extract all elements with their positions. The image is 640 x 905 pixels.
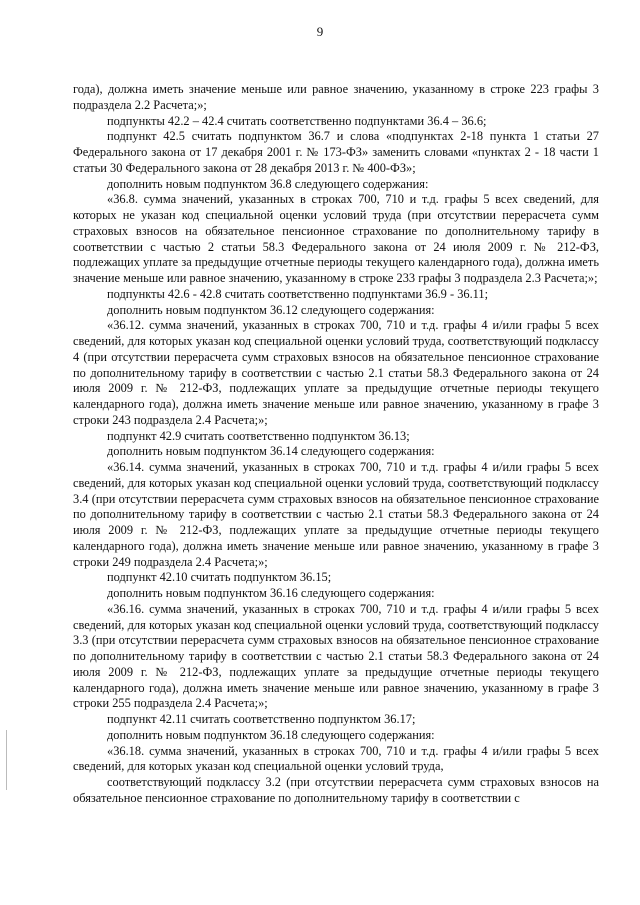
paragraph: «36.12. сумма значений, указанных в строках 700, 710 и т.д. графы 4 и/или графы 5 всех сведений, для которых указан код специальной оценки условий труда, соответствующий подклассу 4 (при отсутствии перерасчета сумм страховых взносов на обязательное пенсионное страхование по дополнительному тарифу в соответствии с частью 2.1 статьи 58.3 Федерального закона от 24 июля 2009 г. № 212-ФЗ, подлежащих уплате за предыдущие отчетные периоды текущего календарного года), должна иметь значение меньше или равное значению, указанному в графе 3 строки 243 подраздела 2.4 Расчета;»; <box>73 318 599 427</box>
paragraph: года), должна иметь значение меньше или равное значению, указанному в строке 223 графы 3 подраздела 2.2 Расчета;»; <box>73 82 599 112</box>
paragraph: подпункт 42.11 считать соответственно подпунктом 36.17; <box>107 712 416 726</box>
paragraph: «36.14. сумма значений, указанных в строках 700, 710 и т.д. графы 4 и/или графы 5 всех сведений, для которых указан код специальной оценки условий труда, соответствующий подклассу 3.4 (при отсутствии перерасчета сумм страховых взносов на обязательное пенсионное страхование по дополнительному тарифу в соответствии с частью 2.1 статьи 58.3 Федерального закона от 24 июля 2009 г. № 212-ФЗ, подлежащих уплате за предыдущие отчетные периоды текущего календарного года), должна иметь значение меньше или равное значению, указанному в графе 3 строки 249 подраздела 2.4 Расчета;»; <box>73 460 599 569</box>
paragraph: подпункт 42.5 считать подпунктом 36.7 и слова «подпунктах 2-18 пункта 1 статьи 27 Федерального закона от 17 декабря 2001 г. № 173-ФЗ» заменить словами «пунктах 2 - 18 части 1 статьи 30 Федерального закона от 28 декабря 2013 г. № 400-ФЗ»; <box>73 129 599 175</box>
document-body <box>73 82 599 807</box>
margin-scan-mark <box>6 730 7 790</box>
paragraph: подпункты 42.2 – 42.4 считать соответственно подпунктами 36.4 – 36.6; <box>107 113 487 128</box>
paragraph: подпункт 42.10 считать подпунктом 36.15; <box>107 570 332 585</box>
page-number: 9 <box>316 24 324 39</box>
paragraph: дополнить новым подпунктом 36.16 следующего содержания: <box>107 586 435 600</box>
paragraph: дополнить новым подпунктом 36.14 следующего содержания: <box>107 444 435 459</box>
paragraph: соответствующий подклассу 3.2 (при отсутствии перерасчета сумм страховых взносов на обязательное пенсионное страхование по дополнительному тарифу в соответствии с <box>73 775 599 805</box>
paragraph: дополнить новым подпунктом 36.18 следующего содержания: <box>107 727 435 742</box>
paragraph: «36.18. сумма значений, указанных в строках 700, 710 и т.д. графы 4 и/или графы 5 всех сведений, для которых указан код специальной оценки условий труда, <box>73 743 599 774</box>
paragraph: подпункты 42.6 - 42.8 считать соответственно подпунктами 36.9 - 36.11; <box>107 286 489 301</box>
paragraph: дополнить новым подпунктом 36.8 следующего содержания: <box>107 176 429 191</box>
paragraph: подпункт 42.9 считать соответственно подпунктом 36.13; <box>107 428 410 443</box>
paragraph: «36.16. сумма значений, указанных в строках 700, 710 и т.д. графы 4 и/или графы 5 всех сведений, для которых указан код специальной оценки условий труда, соответствующий подклассу 3.3 (при отсутствии перерасчета сумм страховых взносов на обязательное пенсионное страхование по дополнительному тарифу в соответствии с частью 2.1 статьи 58.3 Федерального закона от 24 июля 2009 г. № 212-ФЗ, подлежащих уплате за предыдущие отчетные периоды текущего календарного года), должна иметь значение меньше или равное значению, указанному в графе 3 строки 255 подраздела 2.4 Расчета;»; <box>73 601 599 711</box>
paragraph: «36.8. сумма значений, указанных в строках 700, 710 и т.д. графы 5 всех сведений, для которых не указан код специальной оценки условий труда (при отсутствии перерасчета сумм страховых взносов на обязательное пенсионное страхование по дополнительному тарифу в соответствии с частью 2 статьи 58.3 Федерального закона от 24 июля 2009 г. № 212-ФЗ, подлежащих уплате за предыдущие отчетные периоды текущего календарного года), должна иметь значение меньше или равное значению, указанному в строке 233 графы 3 подраздела 2.3 Расчета;»; <box>73 192 599 285</box>
paragraph: дополнить новым подпунктом 36.12 следующего содержания: <box>107 302 435 317</box>
